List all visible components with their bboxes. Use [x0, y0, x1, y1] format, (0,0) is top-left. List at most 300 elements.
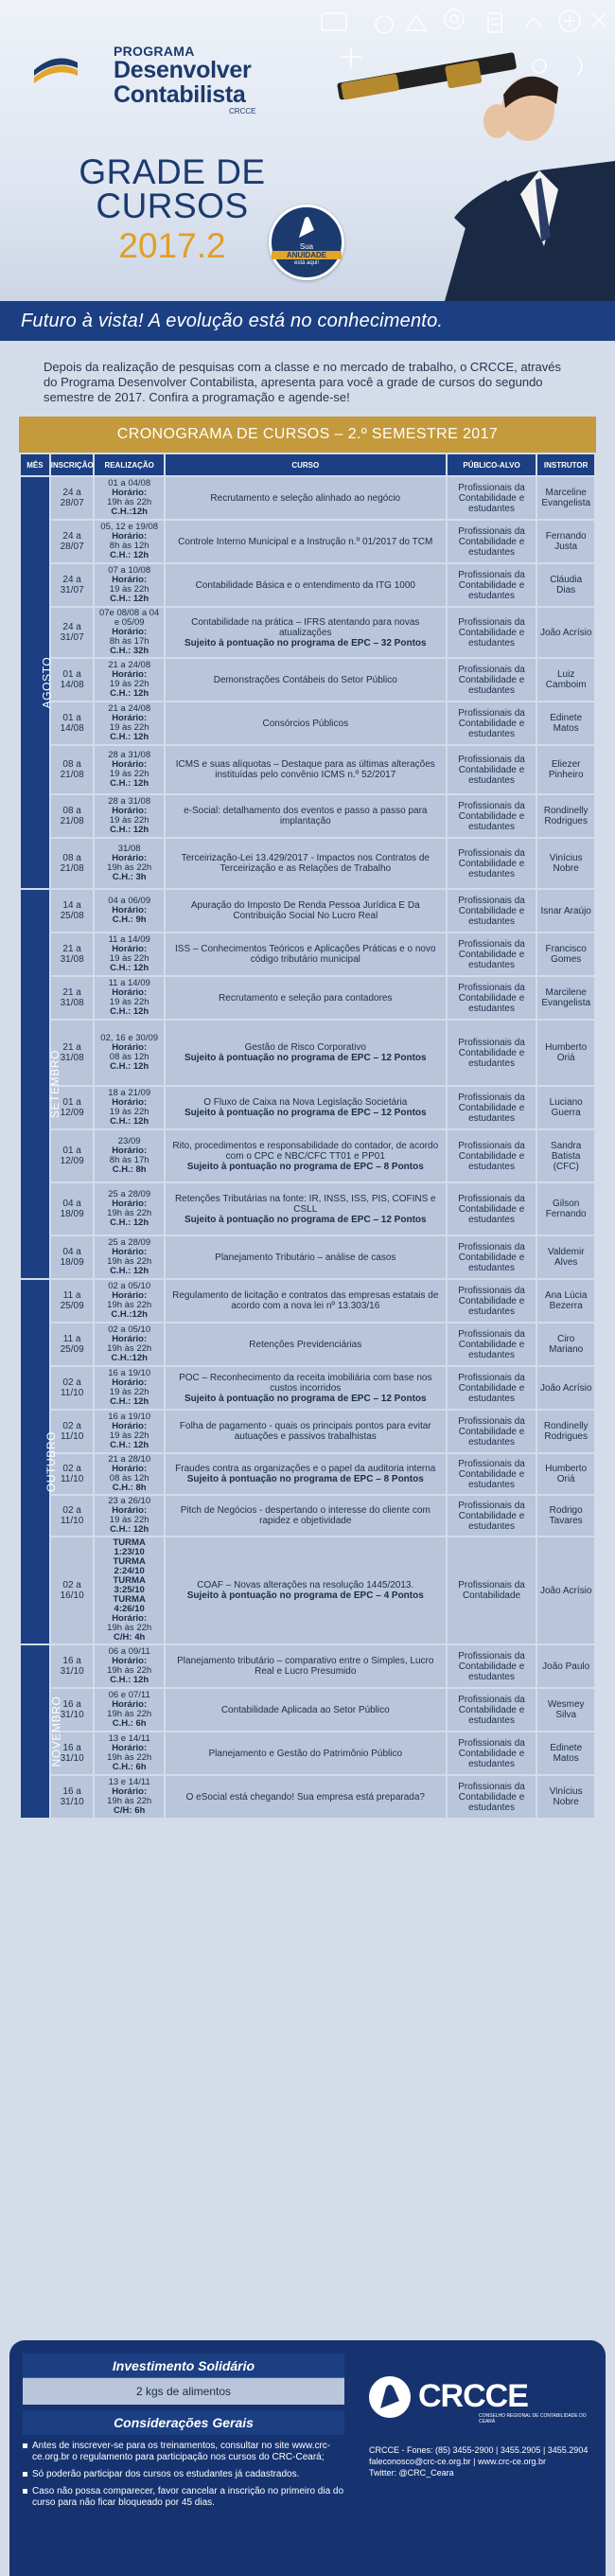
inscricao-cell: 04 a 18/09 [51, 1236, 94, 1278]
instrutor-cell: Valdemir Alves [537, 1236, 594, 1278]
realizacao-line: Horário: [112, 1377, 148, 1388]
curso-name: Consórcios Públicos [262, 718, 349, 729]
realizacao-line: Horário: [112, 531, 148, 542]
realizacao-line: C.H.:12h [111, 506, 148, 517]
month-label: NOVEMBRO [49, 1696, 63, 1768]
realizacao-line: C.H.:12h [111, 1309, 148, 1320]
consideracao-item: Só poderão participar dos cursos os estudantes já cadastrados. [23, 2469, 344, 2480]
instrutor-cell: João Paulo [537, 1645, 594, 1687]
month-label: SETEMBRO [48, 1049, 62, 1119]
instrutor-cell: Ciro Mariano [537, 1324, 594, 1365]
realizacao-line: Horário: [112, 1042, 148, 1053]
publico-cell: Profissionais da Contabilidade e estudantes [448, 1645, 536, 1687]
realizacao-line: C.H.: 12h [110, 778, 149, 789]
realizacao-line: TURMA 2:24/10 [113, 1556, 146, 1576]
investimento-title: Investimento Solidário [23, 2354, 344, 2378]
instrutor-cell: Humberto Oriá [537, 1454, 594, 1494]
curso-cell [166, 746, 446, 793]
realizacao-line: 16 a 19/10 [108, 1368, 151, 1378]
epc-points-note: Sujeito à pontuação no programa de EPC – 12 Pontos [184, 1053, 427, 1063]
inscricao-cell: 16 a 31/10 [51, 1689, 94, 1731]
curso-name: Regulamento de licitação e contratos das empresas estatais de acordo com a nova lei nº 13.303/16 [172, 1290, 439, 1311]
instrutor-cell: Fernando Justa [537, 521, 594, 562]
realizacao-line: C.H.: 12h [110, 1675, 149, 1685]
realizacao-line: Horário: [112, 853, 148, 863]
realizacao-line: C.H.: 8h [112, 1164, 147, 1175]
publico-cell: Profissionais da Contabilidade e estudantes [448, 1367, 536, 1409]
realizacao-line: 19h às 22h [107, 1796, 152, 1806]
publico-cell: Profissionais da Contabilidade e estudantes [448, 1496, 536, 1536]
realizacao-line: C.H.: 12h [110, 1440, 149, 1450]
curso-cell [166, 1236, 446, 1278]
publico-cell: Profissionais da Contabilidade e estudantes [448, 890, 536, 932]
curso-name: Pitch de Negócios - despertando o interesse do cliente com rapidez e objetividade [180, 1505, 430, 1526]
curso-cell [166, 608, 446, 657]
curso-name: Folha de pagamento - quais os principais pontos para evitar autuações e passivos trabalhistas [179, 1421, 431, 1442]
realizacao-line: C.H.: 12h [110, 1266, 149, 1276]
table-row [21, 1021, 594, 1085]
inscricao-cell: 01 a 12/09 [51, 1130, 94, 1181]
table-header-row [21, 454, 594, 475]
curso-cell [166, 1183, 446, 1235]
realizacao-cell [95, 1411, 163, 1452]
publico-cell: Profissionais da Contabilidade e estudantes [448, 1021, 536, 1085]
curso-cell [166, 977, 446, 1019]
realizacao-line: C.H.: 8h [112, 1483, 147, 1493]
realizacao-line: Horário: [112, 713, 148, 723]
crcce-logo [369, 2372, 596, 2424]
curso-name: Planejamento Tributário – análise de casos [215, 1252, 396, 1263]
table-row [21, 977, 594, 1019]
realizacao-line: 08 às 12h [109, 1473, 149, 1483]
realizacao-line: Horário: [112, 759, 148, 770]
realizacao-line: 23 a 26/10 [108, 1496, 151, 1506]
realizacao-line: 21 a 24/08 [108, 703, 151, 714]
month-cell [21, 1645, 63, 1818]
realizacao-line: 23/09 [117, 1136, 141, 1146]
instrutor-cell: Humberto Oriá [537, 1021, 594, 1085]
curso-cell [166, 933, 446, 975]
month-cell [21, 477, 54, 888]
realizacao-cell [95, 1537, 163, 1643]
epc-points-note: Sujeito à pontuação no programa de EPC – 8 Pontos [186, 1161, 424, 1172]
realizacao-line: TURMA 4:26/10 [113, 1594, 146, 1614]
table-row [21, 521, 594, 562]
inscricao-cell: 01 a 14/08 [51, 702, 94, 744]
realizacao-line: C.H.: 12h [110, 825, 149, 835]
curso-cell [166, 1130, 446, 1181]
realizacao-cell [95, 1183, 163, 1235]
contact-email[interactable]: faleconosco@crc-ce.org.br | www.crc-ce.org.br [369, 2457, 547, 2466]
realizacao-line: 19 às 22h [109, 584, 149, 595]
realizacao-line: 28 a 31/08 [108, 750, 151, 760]
realizacao-line: 19 às 22h [109, 815, 149, 826]
realizacao-line: 19 às 22h [109, 997, 149, 1007]
realizacao-line: Horário: [112, 1334, 148, 1344]
realizacao-line: 19h às 22h [107, 1343, 152, 1354]
curso-name: POC – Reconhecimento da receita imobiliária com base nos custos incorridos [179, 1372, 432, 1394]
contact-twitter[interactable]: Twitter: @CRC_Ceara [369, 2468, 454, 2478]
realizacao-line: 19h às 22h [107, 1208, 152, 1218]
badge-line3: está aqui! [293, 260, 320, 266]
table-row [21, 1130, 594, 1181]
realizacao-line: C.H.: 3h [112, 872, 147, 882]
curso-cell [166, 1496, 446, 1536]
instrutor-cell: Sandra Batista (CFC) [537, 1130, 594, 1181]
footer-contact [369, 2372, 596, 2478]
realizacao-line: 18 a 21/09 [108, 1088, 151, 1098]
publico-cell: Profissionais da Contabilidade e estudantes [448, 1732, 536, 1774]
col-header-publico: PÚBLICO-ALVO [448, 454, 536, 475]
instrutor-cell: Eliezer Pinheiro [537, 746, 594, 793]
realizacao-line: 02 a 05/10 [108, 1281, 151, 1291]
instrutor-cell: Vinícius Nobre [537, 839, 594, 888]
curso-name: Gestão de Risco Corporativo [244, 1042, 366, 1053]
curso-name: Fraudes contra as organizações e o papel da auditoria interna [175, 1464, 436, 1474]
curso-cell [166, 1280, 446, 1322]
curso-cell [166, 1021, 446, 1085]
inscricao-cell: 08 a 21/08 [51, 839, 94, 888]
realizacao-line: C.H.: 6h [112, 1718, 147, 1729]
logo-contabilista: Contabilista [114, 81, 246, 108]
realizacao-line: Horário: [112, 1743, 148, 1753]
realizacao-cell [95, 746, 163, 793]
realizacao-line: 19 às 22h [109, 679, 149, 689]
realizacao-line: Horário: [112, 987, 148, 998]
realizacao-line: Horário: [112, 488, 148, 498]
realizacao-line: 13 e 14/11 [108, 1777, 150, 1787]
realizacao-line: 19h às 22h [107, 862, 152, 873]
instrutor-cell: Edinete Matos [537, 702, 594, 744]
consideracao-item: Antes de inscrever-se para os treinamentos, consultar no site www.crc-ce.org.br o regulamento para participação nos cursos do CRC-Ceará; [23, 2441, 344, 2463]
curso-name: Recrutamento e seleção para contadores [219, 992, 393, 1004]
crcce-emblem-icon [369, 2376, 411, 2418]
realizacao-cell [95, 1776, 163, 1818]
realizacao-line: C.H.: 12h [110, 550, 149, 560]
inscricao-cell: 11 a 25/09 [51, 1280, 94, 1322]
table-row [21, 1324, 594, 1365]
realizacao-cell [95, 477, 163, 519]
table-row [21, 1496, 594, 1536]
publico-cell: Profissionais da Contabilidade e estudantes [448, 702, 536, 744]
table-row [21, 746, 594, 793]
page-year: 2017.2 [118, 226, 226, 265]
realizacao-line: 19 às 22h [109, 722, 149, 733]
month-label: AGOSTO [40, 656, 54, 709]
table-row [21, 839, 594, 888]
curso-cell [166, 1689, 446, 1731]
instrutor-cell: Vinícius Nobre [537, 1776, 594, 1818]
realizacao-line: 07e 08/08 a 04 e 05/09 [98, 608, 160, 628]
publico-cell: Profissionais da Contabilidade e estudantes [448, 1236, 536, 1278]
program-logo [32, 44, 278, 115]
realizacao-line: C.H.: 12h [110, 963, 149, 973]
book-logo-icon [32, 49, 79, 87]
table-row [21, 477, 594, 519]
month-cell [21, 1280, 59, 1643]
realizacao-cell [95, 608, 163, 657]
publico-cell: Profissionais da Contabilidade e estudantes [448, 1130, 536, 1181]
table-row [21, 1645, 594, 1687]
realizacao-cell [95, 702, 163, 744]
realizacao-line: 31/08 [117, 844, 141, 854]
curso-name: Contabilidade na prática – IFRS atentando para novas atualizações [191, 616, 420, 638]
realizacao-line: Horário: [112, 1505, 148, 1516]
realizacao-line: 04 a 06/09 [108, 896, 151, 906]
inscricao-cell: 02 a 16/10 [51, 1537, 94, 1643]
curso-name: Planejamento tributário – comparativo entre o Simples, Lucro Real e Lucro Presumido [177, 1656, 434, 1677]
schedule-table [19, 453, 596, 1820]
publico-cell: Profissionais da Contabilidade e estudantes [448, 477, 536, 519]
inscricao-cell: 11 a 25/09 [51, 1324, 94, 1365]
inscricao-cell: 14 a 25/08 [51, 890, 94, 932]
curso-cell [166, 1411, 446, 1452]
realizacao-line: Horário: [112, 1146, 148, 1156]
badge-line2: ANUIDADE [272, 251, 342, 259]
realizacao-line: 19 às 22h [109, 1107, 149, 1117]
epc-points-note: Sujeito à pontuação no programa de EPC – 12 Pontos [184, 1393, 427, 1404]
realizacao-line: 02 a 05/10 [108, 1324, 151, 1335]
realizacao-line: Horário: [112, 1613, 148, 1624]
realizacao-line: 19 às 22h [109, 953, 149, 964]
publico-cell: Profissionais da Contabilidade e estudantes [448, 839, 536, 888]
consideracoes-title: Considerações Gerais [23, 2410, 344, 2435]
realizacao-cell [95, 1689, 163, 1731]
realizacao-line: C.H.: 12h [110, 1217, 149, 1228]
curso-cell [166, 1454, 446, 1494]
epc-points-note: Sujeito à pontuação no programa de EPC – 12 Pontos [184, 1108, 427, 1118]
curso-cell [166, 1645, 446, 1687]
table-row [21, 1236, 594, 1278]
instrutor-cell: Luiz Camboim [537, 659, 594, 701]
realizacao-line: Horário: [112, 1786, 148, 1797]
publico-cell: Profissionais da Contabilidade e estudantes [448, 1183, 536, 1235]
inscricao-cell: 24 a 28/07 [51, 521, 94, 562]
curso-cell [166, 1087, 446, 1128]
realizacao-line: 8h às 17h [109, 636, 149, 647]
realizacao-line: Horário: [112, 1464, 148, 1474]
investimento-text: 2 kgs de alimentos [23, 2378, 344, 2405]
instrutor-cell: Wesmey Silva [537, 1689, 594, 1731]
realizacao-line: C.H.:12h [111, 1353, 148, 1363]
publico-cell: Profissionais da Contabilidade e estudantes [448, 1689, 536, 1731]
col-header-mes: MÊS [21, 454, 49, 475]
realizacao-line: 06 e 07/11 [108, 1690, 150, 1700]
inscricao-cell: 16 a 31/10 [51, 1645, 94, 1687]
realizacao-line: 19 às 22h [109, 1515, 149, 1525]
publico-cell: Profissionais da Contabilidade e estudantes [448, 659, 536, 701]
realizacao-line: C.H.: 9h [112, 915, 147, 925]
realizacao-line: Horário: [112, 1421, 148, 1431]
table-row [21, 564, 594, 606]
curso-cell [166, 795, 446, 837]
inscricao-cell: 01 a 12/09 [51, 1087, 94, 1128]
realizacao-cell [95, 933, 163, 975]
curso-name: Apuração do Imposto De Renda Pessoa Jurídica E Da Contribuição Social No Lucro Real [190, 900, 420, 921]
realizacao-line: Horário: [112, 905, 148, 915]
table-row [21, 608, 594, 657]
realizacao-cell [95, 1280, 163, 1322]
inscricao-cell: 21 a 31/08 [51, 1021, 94, 1085]
realizacao-line: 19h às 22h [107, 1300, 152, 1310]
instrutor-cell: João Acrísio [537, 1367, 594, 1409]
realizacao-cell [95, 1130, 163, 1181]
publico-cell: Profissionais da Contabilidade e estudantes [448, 746, 536, 793]
realizacao-line: 25 a 28/09 [108, 1189, 151, 1199]
realizacao-line: 11 a 14/09 [108, 978, 150, 988]
curso-name: e-Social: detalhamento dos eventos e passo a passo para implantação [184, 806, 428, 826]
instrutor-cell: João Acrísio [537, 1537, 594, 1643]
realizacao-line: Horário: [112, 669, 148, 680]
realizacao-line: 21 a 28/10 [108, 1454, 151, 1465]
footer-info [23, 2354, 344, 2509]
realizacao-line: 07 a 10/08 [108, 565, 151, 576]
realizacao-line: Horário: [112, 575, 148, 585]
logo-programa: PROGRAMA [114, 44, 195, 59]
realizacao-line: Horário: [112, 627, 148, 637]
inscricao-cell: 02 a 11/10 [51, 1496, 94, 1536]
curso-cell [166, 1324, 446, 1365]
realizacao-cell [95, 1324, 163, 1365]
realizacao-line: C.H.: 6h [112, 1762, 147, 1772]
realizacao-line: 19h às 22h [107, 1665, 152, 1676]
curso-name: Demonstrações Contábeis do Setor Público [213, 674, 397, 685]
realizacao-line: C/H: 6h [114, 1805, 146, 1816]
month-label: OUTUBRO [44, 1430, 59, 1493]
inscricao-cell: 21 a 31/08 [51, 977, 94, 1019]
instrutor-cell: Francisco Gomes [537, 933, 594, 975]
realizacao-line: C.H.: 12h [110, 594, 149, 604]
realizacao-cell [95, 1645, 163, 1687]
realizacao-line: TURMA 1:23/10 [113, 1537, 146, 1557]
epc-points-note: Sujeito à pontuação no programa de EPC – 32 Pontos [184, 637, 427, 648]
realizacao-line: 19h às 22h [107, 497, 152, 507]
curso-cell [166, 564, 446, 606]
table-row [21, 1537, 594, 1643]
realizacao-line: 08 às 12h [109, 1052, 149, 1062]
realizacao-line: 06 a 09/11 [108, 1646, 150, 1657]
instrutor-cell: Rondinelly Rodrigues [537, 795, 594, 837]
realizacao-line: 19 às 22h [109, 769, 149, 779]
publico-cell: Profissionais da Contabilidade e estudantes [448, 1776, 536, 1818]
table-row [21, 1689, 594, 1731]
realizacao-line: C.H.: 12h [110, 688, 149, 699]
table-row [21, 795, 594, 837]
publico-cell: Profissionais da Contabilidade e estudantes [448, 1324, 536, 1365]
page-title: GRADE DE CURSOS [79, 152, 266, 225]
col-header-inscricao: INSCRIÇÃO [51, 454, 94, 475]
realizacao-line: 8h às 12h [109, 541, 149, 551]
realizacao-line: 8h às 17h [109, 1155, 149, 1165]
inscricao-cell: 08 a 21/08 [51, 795, 94, 837]
curso-cell [166, 521, 446, 562]
publico-cell: Profissionais da Contabilidade e estudantes [448, 564, 536, 606]
curso-name: Recrutamento e seleção alinhado ao negócio [210, 492, 401, 504]
realizacao-line: Horário: [112, 806, 148, 816]
curso-name: Contabilidade Aplicada ao Setor Público [220, 1704, 390, 1715]
realizacao-cell [95, 839, 163, 888]
table-row [21, 1454, 594, 1494]
inscricao-cell: 24 a 31/07 [51, 564, 94, 606]
realizacao-line: 01 a 04/08 [108, 478, 151, 489]
instrutor-cell: João Acrísio [537, 608, 594, 657]
table-row [21, 659, 594, 701]
table-row [21, 1776, 594, 1818]
realizacao-line: Horário: [112, 1199, 148, 1209]
realizacao-line: 16 a 19/10 [108, 1412, 151, 1422]
realizacao-line: C.H.: 12h [110, 1006, 149, 1017]
realizacao-cell [95, 564, 163, 606]
realizacao-line: C.H.: 12h [110, 1524, 149, 1535]
realizacao-line: 13 e 14/11 [108, 1733, 150, 1744]
inscricao-cell: 16 a 31/10 [51, 1732, 94, 1774]
curso-cell [166, 1776, 446, 1818]
curso-cell [166, 1537, 446, 1643]
inscricao-cell: 21 a 31/08 [51, 933, 94, 975]
inscricao-cell: 16 a 31/10 [51, 1776, 94, 1818]
realizacao-line: TURMA 3:25/10 [113, 1575, 146, 1595]
realizacao-line: Horário: [112, 1247, 148, 1257]
realizacao-line: 05, 12 e 19/08 [100, 522, 159, 532]
curso-name: ISS – Conhecimentos Teóricos e Aplicações Práticas e o novo código tributário municipal [175, 944, 436, 965]
realizacao-cell [95, 521, 163, 562]
table-row [21, 1732, 594, 1774]
inscricao-cell: 02 a 11/10 [51, 1411, 94, 1452]
realizacao-line: C.H.: 12h [110, 1396, 149, 1407]
realizacao-line: 02, 16 e 30/09 [100, 1033, 159, 1043]
contact-phones: CRCCE - Fones: (85) 3455-2900 | 3455.2905 | 3455.2904 [369, 2445, 589, 2455]
realizacao-cell [95, 1236, 163, 1278]
instrutor-cell: Gilson Fernando [537, 1183, 594, 1235]
curso-cell [166, 890, 446, 932]
table-row [21, 1087, 594, 1128]
publico-cell: Profissionais da Contabilidade e estudantes [448, 933, 536, 975]
table-row [21, 1183, 594, 1235]
instrutor-cell: Ana Lúcia Bezerra [537, 1280, 594, 1322]
realizacao-line: 25 a 28/09 [108, 1237, 151, 1248]
curso-name: Contabilidade Básica e o entendimento da ITG 1000 [195, 579, 415, 591]
consideracao-item: Caso não possa comparecer, favor cancelar a inscrição no primeiro dia do curso para não ficar bloqueado por 45 dias. [23, 2486, 344, 2509]
publico-cell: Profissionais da Contabilidade e estudantes [448, 521, 536, 562]
logo-crcce: CRCCE [229, 107, 256, 115]
curso-name: Terceirização-Lei 13.429/2017 - Impactos nos Contratos de Terceirização e as Relações de Trabalho [181, 853, 430, 874]
epc-points-note: Sujeito à pontuação no programa de EPC – 4 Pontos [186, 1590, 424, 1601]
instrutor-cell: Marcilene Evangelista [537, 977, 594, 1019]
realizacao-line: Horário: [112, 944, 148, 954]
table-row [21, 1280, 594, 1322]
realizacao-cell [95, 890, 163, 932]
curso-name: COAF – Novas alterações na resolução 1445/2013. [197, 1580, 414, 1590]
realizacao-cell [95, 1367, 163, 1409]
curso-cell [166, 477, 446, 519]
col-header-instrutor: INSTRUTOR [537, 454, 594, 475]
realizacao-line: 28 a 31/08 [108, 796, 151, 807]
instrutor-cell: Rodrigo Tavares [537, 1496, 594, 1536]
realizacao-line: 19h às 22h [107, 1623, 152, 1633]
inscricao-cell: 02 a 11/10 [51, 1367, 94, 1409]
curso-cell [166, 659, 446, 701]
month-cell [21, 890, 62, 1278]
epc-points-note: Sujeito à pontuação no programa de EPC – 8 Pontos [186, 1474, 424, 1484]
publico-cell: Profissionais da Contabilidade e estudantes [448, 795, 536, 837]
schedule-title: CRONOGRAMA DE CURSOS – 2.º SEMESTRE 2017 [19, 417, 596, 453]
instrutor-cell: Marceline Evangelista [537, 477, 594, 519]
curso-name: O Fluxo de Caixa na Nova Legislação Societária [203, 1097, 408, 1108]
inscricao-cell: 24 a 31/07 [51, 608, 94, 657]
realizacao-line: Horário: [112, 1656, 148, 1666]
col-header-curso: CURSO [166, 454, 446, 475]
curso-name: Controle Interno Municipal e a Instrução n.º 01/2017 do TCM [178, 536, 433, 547]
